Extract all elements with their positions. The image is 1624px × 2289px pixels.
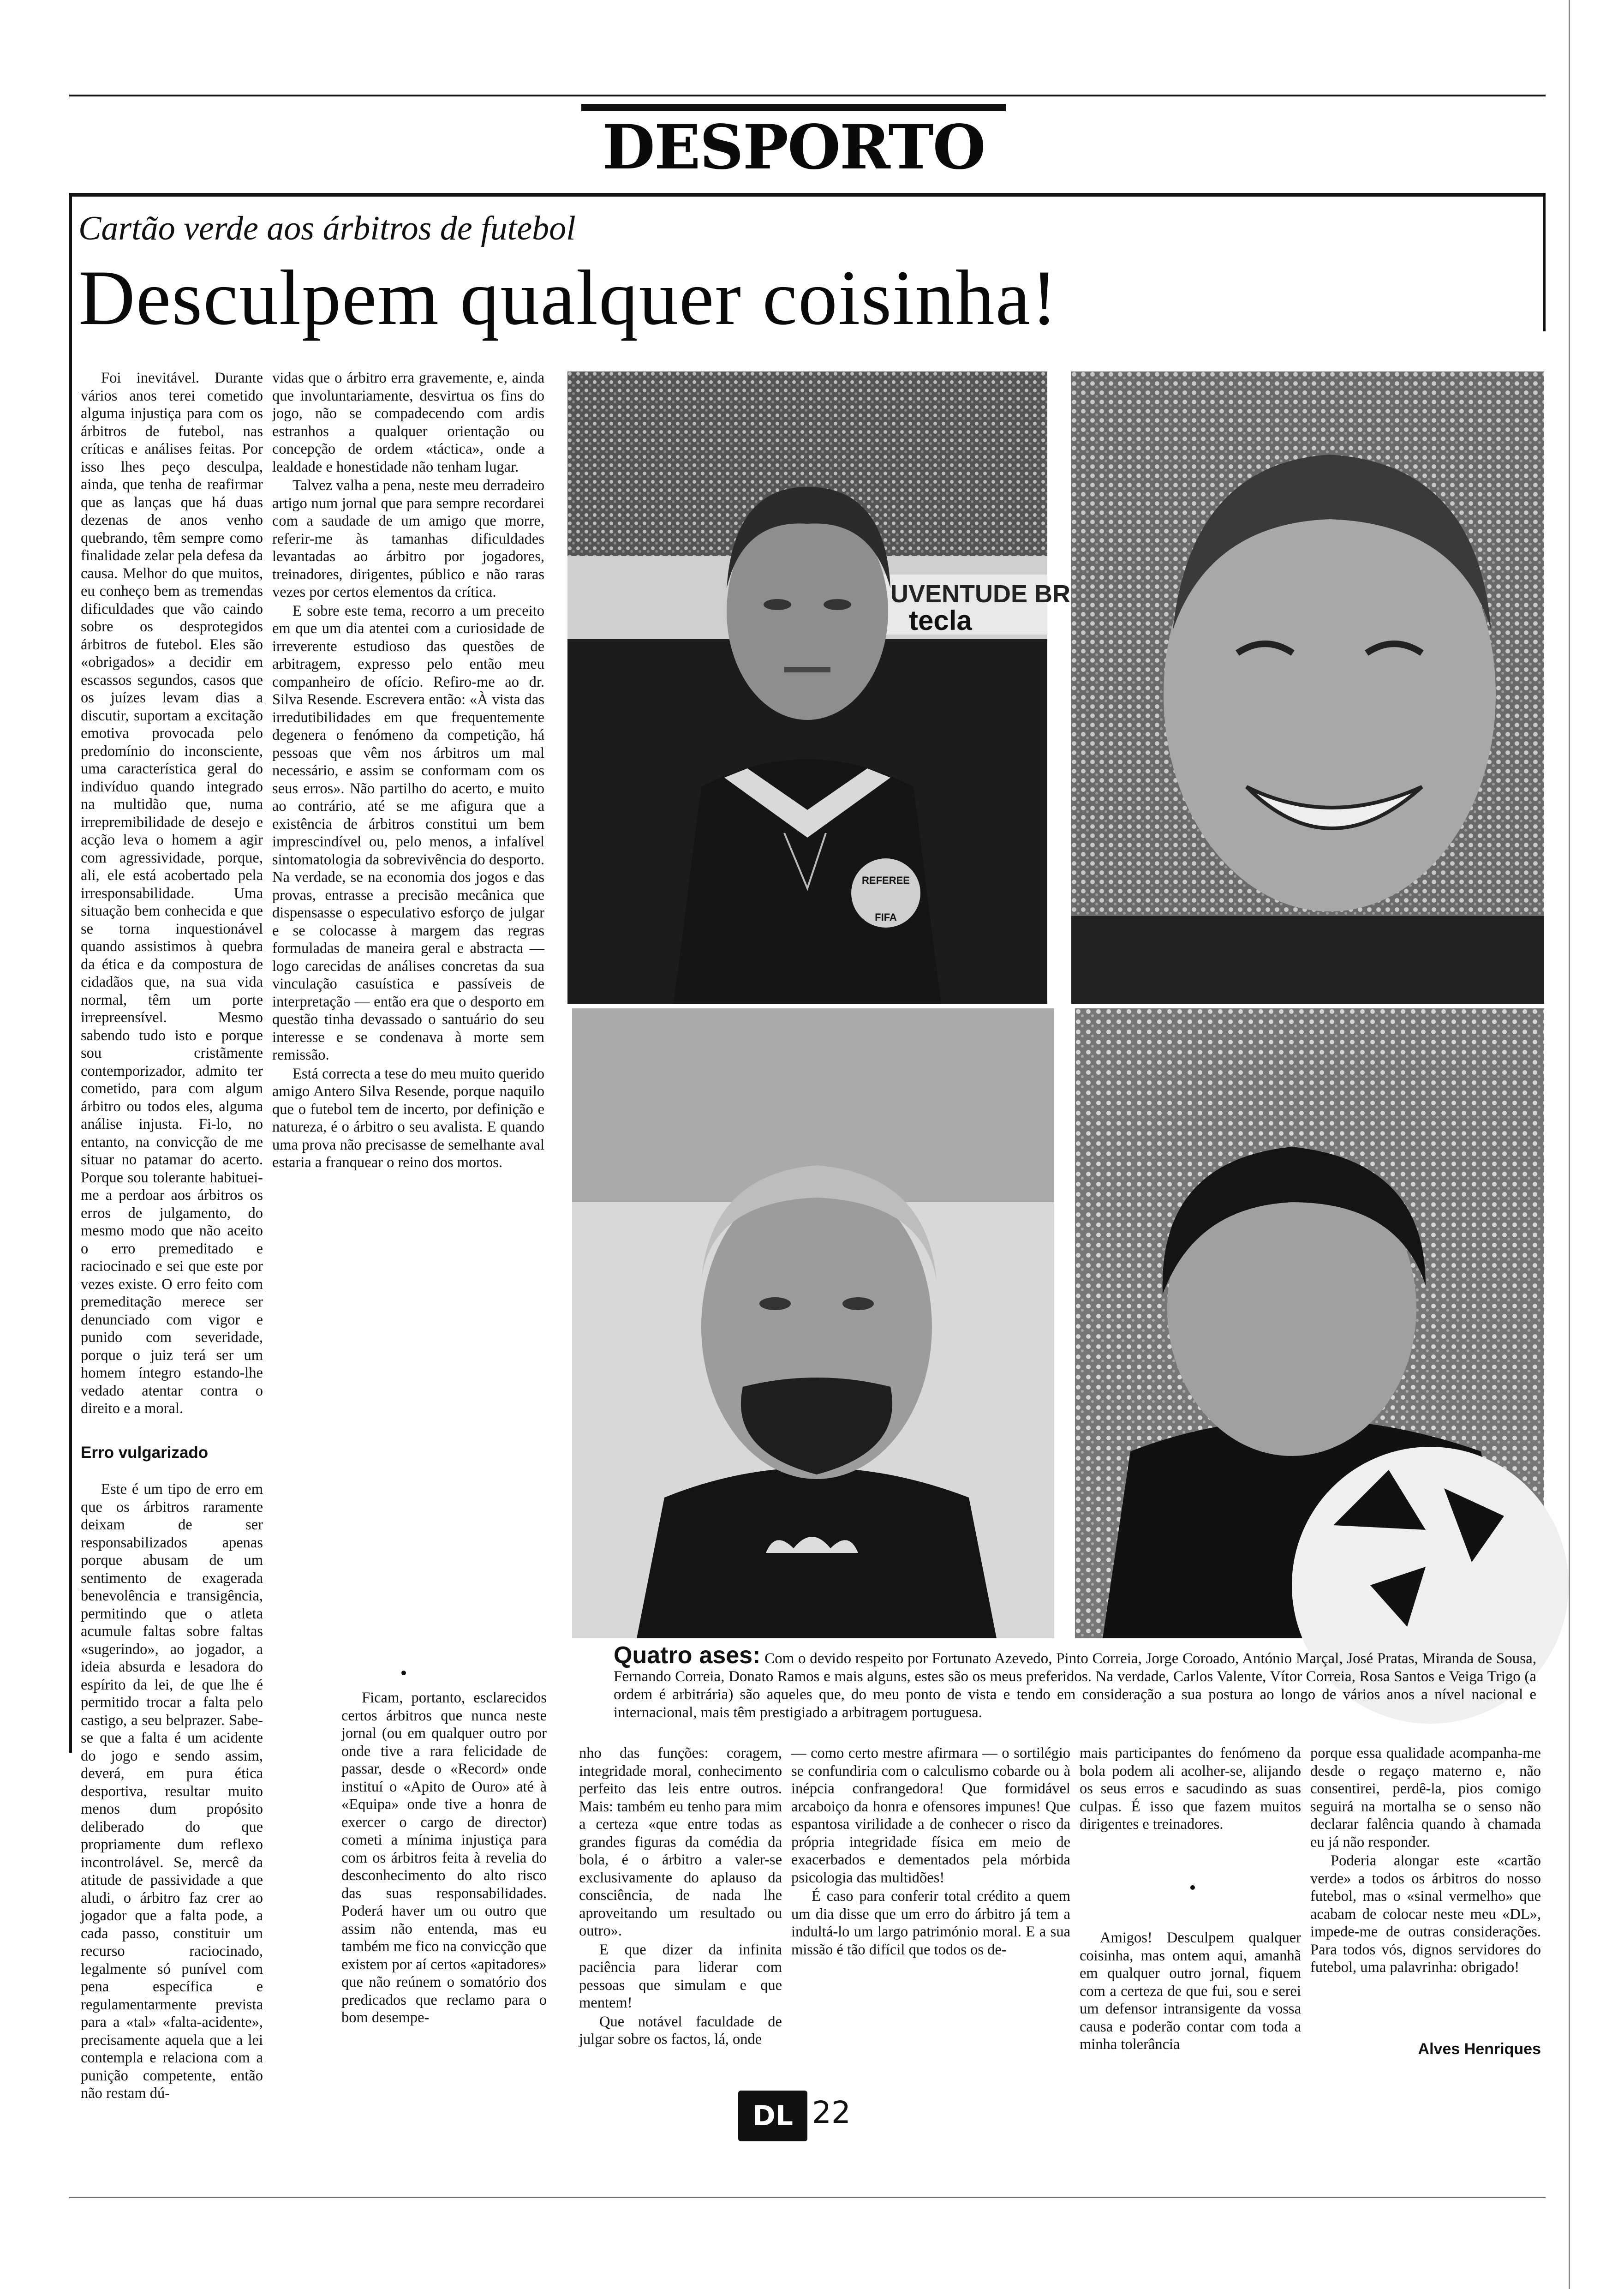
- author-byline: Alves Henriques: [1418, 2040, 1541, 2058]
- paragraph: Que notável faculdade de julgar sobre os factos, lá, onde: [579, 2013, 782, 2048]
- article-column-3: [579, 1744, 782, 2095]
- paragraph: Este é um tipo de erro em que os árbitros raramente deixam de ser responsabilizados apenas porque abusam de um sentimento de exagerada benevolência e transigência, permitindo que o atleta acumule faltas sobre faltas «sugerindo», ao jogador, a ideia absurda e lesadora do espírito da lei, de que lhe é permitido trocar a falta pelo castigo, a seu belprazer. Sabe-se que a falta é um acidente do jogo e sendo assim, deverá, em pura ética desportiva, resultar muito menos dum propósito deliberado do que propriamente dum reflexo incontrolável. Se, mercê da atitude de passividade a que aludi, o árbitro faz crer ao jogador que a falta pode, a cada passo, constituir um recurso raciocinado, legalmente só punível com pena específica e regulamentarmente prevista para a «tal» «falta-acidente», precisamente aquela que a lei contempla e relaciona com a punição competente, então não restam dú-: [81, 1481, 263, 2102]
- paragraph: Ficam, portanto, esclarecidos certos árbitros que nunca neste jornal (ou em qualquer outro por onde tive a rara felicidade de passar, desde o «Record» onde instituí o «Apito de Ouro» até à «Equipa» onde tive a honra de exercer o cargo de director) cometi a mínima injustiça para com os árbitros feita à revelia do desconhecimento do alto risco das suas responsabilidades. Poderá haver um ou outro que assim não entenda, mas eu também me fico na convicção que existem por aí certos «apitadores» que não reúnem o somatório dos predicados que reclamo para o bom desempe-: [341, 1690, 547, 2026]
- subhead: Erro vulgarizado: [81, 1444, 209, 1462]
- banner-bottom-rule: [69, 193, 1546, 197]
- article-column-2: [272, 369, 544, 1648]
- referee-photo-4: [1075, 1008, 1544, 1638]
- paragraph: — como certo mestre afirmara — o sortilégio se confundiria com o calculismo cobarde ou à inépcia confrangedora! Que formidável arcaboiço da honra e ofensores impunes! Que espantosa virilidade a de conhecer o risco da própria integridade física em meio de exacerbados e dementados pela mórbida psicologia das multidões!: [791, 1745, 1070, 1886]
- top-rule: [69, 95, 1546, 96]
- paragraph: nho das funções: coragem, integridade moral, conhecimento perfeito das leis entre outros. Mais: também eu tenho para mim a certeza «que entre todas as grandes figuras da comédia da bola, é o árbitro a valer-se exclusivamente do aplauso da consciência, de nada lhe aproveitando um resultado ou outro».: [579, 1745, 782, 1939]
- paragraph: E que dizer da infinita paciência para liderar com pessoas que simulam e que mentem!: [579, 1941, 782, 2011]
- page-number: 22: [812, 2095, 851, 2130]
- paragraph: E sobre este tema, recorro a um preceito em que um dia atentei com a curiosidade de irreverente estudioso das questões de arbitragem, expresso pelo então meu companheiro de ofício. Refiro-me ao dr. Silva Resende. Escrevera então: «À vista das irredutibilidades em que frequentemente degenera o fenómeno da competição, há pessoas que vêm nos árbitros um mal necessário, e assim se conformam com os seus erros». Não partilho do acerto, e muito ao contrário, até se me afigura que a existência de árbitros constitui um bem imprescindível ou, pelo menos, a infalível sintomatologia da sobrevivência do desporto. Na verdade, se na economia dos jogos e das provas, entrasse a precisão mecânica que dispensasse o especulativo esforço de julgar e se colocasse à margem das regras formuladas de maneira geral e abstracta — logo carecidas de análises concretas da sua vinculação casuística e passíveis de interpretação — então era que o desporto em questão tinha devassado o santuário do seu interesse e se condenava à morte sem remissão.: [272, 602, 544, 1063]
- page-folio: [738, 2091, 886, 2146]
- referee-badge-sub: FIFA: [875, 911, 897, 923]
- section-banner: DESPORTO: [602, 112, 985, 183]
- paragraph: Amigos! Desculpem qualquer coisinha, mas ontem aqui, amanhã em qualquer outro jornal, fiquem com a certeza de que fui, sou e serei um defensor intransigente da vossa causa e poderão contar com toda a minha tolerância: [1080, 1929, 1301, 2053]
- headline: Desculpem qualquer coisinha!: [78, 254, 1058, 341]
- paragraph: Foi inevitável. Durante vários anos terei cometido alguma injustiça para com os árbitros de futebol, nas críticas e análises feitas. Por isso lhes peço desculpa, ainda, que tenha de reafirmar que as lanças que há duas dezenas de anos venho quebrando, têm sempre como finalidade zelar pela defesa da causa. Melhor do que muitos, eu conheço bem as tremendas dificuldades que vão caindo sobre os desprotegidos árbitros de futebol. Eles são «obrigados» a decidir em escassos segundos, casos que os juízes levam dias a discutir, suportam a excitação emotiva provocada pelo predomínio do inconsciente, uma característica geral do indivíduo quando integrado na multidão que, numa irrepremibilidade de desejo e acção leva o homem a agir com agressividade, porque, ali, ele está acobertado pela irresponsabilidade. Uma situação bem conhecida e que se torna inquestionável quando assistimos à quebra da ética e da compostura de cidadãos que, na sua vida normal, têm um porte irrepreensível. Mesmo sabendo tudo isto e porque sou cristãmente contemporizador, admito ter cometido, para com algum árbitro ou todos eles, alguma análise injusta. Fi-lo, no entanto, na convicção de me situar no patamar do acerto. Porque sou tolerante habituei-me a perdoar aos árbitros os erros de julgamento, do mesmo modo que não aceito o erro premeditado e raciocinado e sei que este por vezes existe. O erro feito com premeditação merece ser denunciado com vigor e punido com severidade, porque o juiz terá ser um homem íntegro estando-lhe vedado atentar contra o direito e a moral.: [81, 370, 263, 1417]
- article-column-1b: [81, 1480, 263, 2102]
- article-column-1: [81, 369, 263, 1431]
- bottom-rule: [69, 2197, 1546, 2198]
- article-column-4: [791, 1744, 1070, 2095]
- kicker: Cartão verde aos árbitros de futebol: [78, 210, 576, 247]
- newspaper-logo: DL: [738, 2091, 807, 2141]
- banner-top-bar: [581, 104, 1006, 111]
- article-column-6: [1310, 1744, 1541, 2040]
- paragraph: Poderia alongar este «cartão verde» a todos os árbitros do nosso futebol, mas o «sinal vermelho» que acabam de colocar neste meu «DL», impede-me de outras considerações. Para todos vós, dignos servidores do futebol, uma palavrinha: obrigado!: [1310, 1852, 1541, 1976]
- paragraph: É caso para conferir total crédito a quem um dia disse que um erro do árbitro já tem a indultá-lo um largo património moral. E a sua missão é tão difícil que todos os de-: [791, 1888, 1070, 1958]
- paragraph: Talvez valha a pena, neste meu derradeiro artigo num jornal que para sempre recordarei com a saudade de um amigo que morre, referir-me às tamanhas dificuldades levantadas ao árbitro por jogadores, treinadores, dirigentes, público e não raras vezes por certos elementos da crítica.: [272, 477, 544, 600]
- referee-badge-text: REFEREE: [862, 875, 910, 886]
- referee-photo-3: [572, 1008, 1054, 1638]
- caption-lead: Quatro ases:: [614, 1642, 761, 1669]
- caption-text: Com o devido respeito por Fortunato Azevedo, Pinto Correia, Jorge Coroado, António Marçal, José Pratas, Miranda de Sousa, Fernando Correia, Donato Ramos e mais alguns, estes são os meus preferidos. Na verdade, Carlos Valente, Vítor Correia, Rosa Santos e Veiga Trigo (a ordem é arbitrária) são aqueles que, do meu ponto de vista e tendo em consideração a sua postura ao longo de vários anos a nível nacional e internacional, mais têm prestigiado a arbitragem portuguesa.: [614, 1650, 1536, 1721]
- stadium-sponsor-text: tecla: [909, 605, 972, 636]
- box-left-rule: [69, 193, 72, 1753]
- paragraph: Está correcta a tese do meu muito querido amigo Antero Silva Resende, porque naquilo que o futebol tem de incerto, por definição e natureza, é o árbitro o seu avalista. E quando uma prova não precisasse de semelhante aval estaria a franquear o reino dos mortos.: [272, 1065, 544, 1171]
- article-column-5b: [1080, 1929, 1301, 2095]
- scan-edge-right: [1569, 0, 1570, 2289]
- referee-photo-1: [567, 372, 1071, 1004]
- photo-caption: [614, 1642, 1536, 1722]
- stadium-banner-text: UVENTUDE BR: [890, 580, 1071, 608]
- article-column-2b: [341, 1689, 547, 2091]
- paragraph: porque essa qualidade acompanha-me desde o regaço materno e, não consentirei, perdê-la, pios comigo seguirá na mortalha se o senso não declarar falência quando à chamada eu já não responder.: [1310, 1745, 1541, 1851]
- article-column-5: [1080, 1744, 1301, 1851]
- separator-dot: [401, 1671, 406, 1675]
- paragraph: vidas que o árbitro erra gravemente, e, ainda que involuntariamente, desvirtua os fins do jogo, não se compadecendo com ardis estranhos a qualquer orientação ou concepção de ordem «táctica», onde a lealdade e honestidade não tenham lugar.: [272, 370, 544, 475]
- separator-dot: [1190, 1885, 1195, 1890]
- referee-photo-2: [1071, 372, 1544, 1004]
- paragraph: mais participantes do fenómeno da bola podem ali acolher-se, alijando os seus erros e sacudindo as suas culpas. É isso que fazem muitos dirigentes e treinadores.: [1080, 1745, 1301, 1833]
